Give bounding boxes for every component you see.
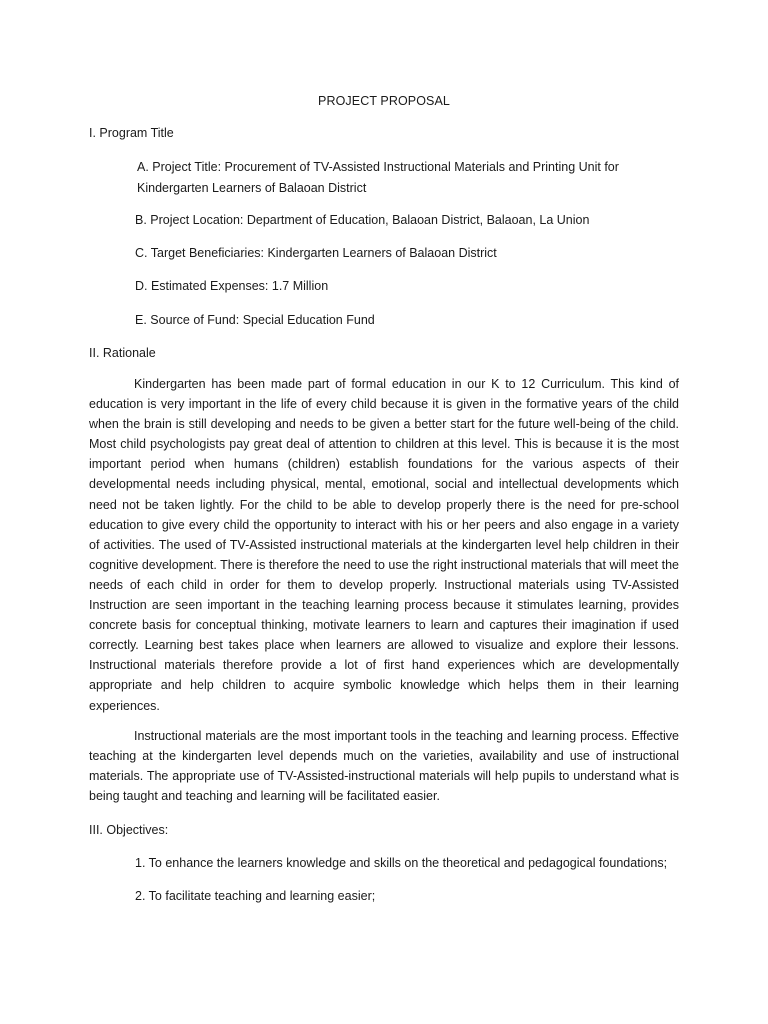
- objective-item: 1. To enhance the learners knowledge and skills on the theoretical and pedagogical foundations;: [135, 856, 668, 870]
- project-title: A. Project Title: Procurement of TV-Assisted Instructional Materials and Printing Unit for Kindergarten Learners of Balaoan District: [137, 160, 619, 195]
- estimated-expenses: D. Estimated Expenses: 1.7 Million: [135, 279, 329, 293]
- target-beneficiaries: C. Target Beneficiaries: Kindergarten Learners of Balaoan District: [135, 246, 497, 260]
- rationale-paragraph-1: Kindergarten has been made part of formal education in our K to 12 Curriculum. This kind of education is very important in the life of every child because it is given in the formative years of the child when the brain is still developing and needs to be given a better start for the future well-being of the child. Most child psychologists pay great deal of attention to children at this level. This is because it is the most important period when humans (children) establish foundations for the various aspects of their developmental needs including physical, mental, emotional, social and intellectual developments which need not be taken lightly. For the child to be able to develop properly there is the need for pre-school education to give every child the opportunity to interact with his or her peers and also engage in a variety of activities. The used of TV-Assisted instructional materials at the kindergarten level help children in their cognitive development. There is therefore the need to use the right instructional materials that will meet the needs of each child in order for them to develop properly. Instructional materials using TV-Assisted Instruction are seen important in the teaching learning process because it stimulates learning, provides concrete basis for conceptual thinking, motivate learners to learn and captures their imagination if used correctly. Learning best takes place when learners are allowed to visualize and explore their lessons. Instructional materials therefore provide a lot of first hand experiences which are developmentally appropriate and help children to acquire symbolic knowledge which helps them in their learning experiences.: [89, 377, 679, 713]
- document-title: PROJECT PROPOSAL: [318, 94, 450, 108]
- rationale-paragraph-2: Instructional materials are the most important tools in the teaching and learning process. Effective teaching at the kindergarten level depends much on the varieties, availability and use of instructional materials. The appropriate use of TV-Assisted-instructional materials will help pupils to understand what is being taught and teaching and learning will be facilitated easier.: [89, 729, 679, 804]
- source-of-fund: E. Source of Fund: Special Education Fund: [135, 313, 375, 327]
- project-location: B. Project Location: Department of Education, Balaoan District, Balaoan, La Union: [135, 213, 590, 227]
- section-heading-rationale: II. Rationale: [89, 346, 156, 360]
- section-heading-program-title: I. Program Title: [89, 126, 174, 140]
- objective-item: 2. To facilitate teaching and learning easier;: [135, 889, 376, 903]
- section-heading-objectives: III. Objectives:: [89, 823, 169, 837]
